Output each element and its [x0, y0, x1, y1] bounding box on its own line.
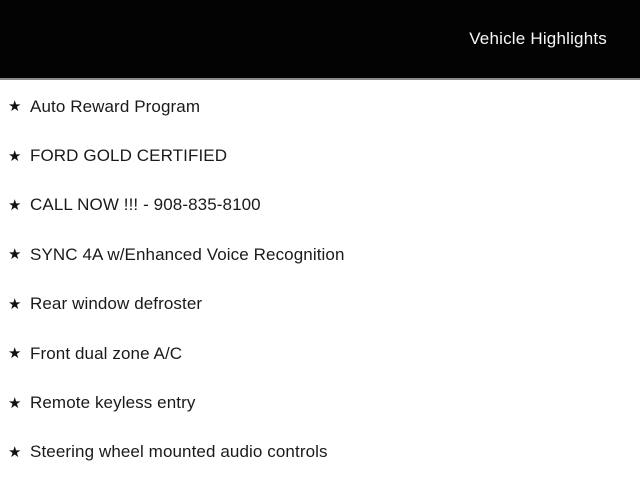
- list-item: [0, 82, 640, 131]
- list-item: [0, 329, 640, 378]
- highlight-item-label: CALL NOW !!! - 908-835-8100: [30, 195, 261, 215]
- highlight-item-label: Steering wheel mounted audio controls: [30, 442, 328, 462]
- list-item: [0, 280, 640, 329]
- list-item: [0, 428, 640, 477]
- highlight-item-label: Front dual zone A/C: [30, 343, 183, 363]
- star-bullet-icon: ★: [8, 196, 22, 214]
- header-bar: [0, 0, 640, 80]
- star-bullet-icon: ★: [8, 394, 22, 412]
- page-title: Vehicle Highlights: [469, 29, 607, 48]
- highlight-item-label: SYNC 4A w/Enhanced Voice Recognition: [30, 244, 345, 264]
- list-item: [0, 181, 640, 230]
- list-item: [0, 230, 640, 279]
- highlight-item-label: FORD GOLD CERTIFIED: [30, 146, 228, 166]
- highlight-item-label: Rear window defroster: [30, 294, 203, 314]
- list-item: [0, 378, 640, 427]
- highlights-list: [0, 82, 640, 477]
- highlight-item-label: Auto Reward Program: [30, 96, 201, 116]
- star-bullet-icon: ★: [8, 345, 22, 363]
- highlight-item-label: Remote keyless entry: [30, 393, 196, 413]
- star-bullet-icon: ★: [8, 295, 22, 313]
- star-bullet-icon: ★: [8, 246, 22, 264]
- star-bullet-icon: ★: [8, 147, 22, 165]
- list-item: [0, 131, 640, 180]
- star-bullet-icon: ★: [8, 443, 22, 461]
- star-bullet-icon: ★: [8, 98, 22, 116]
